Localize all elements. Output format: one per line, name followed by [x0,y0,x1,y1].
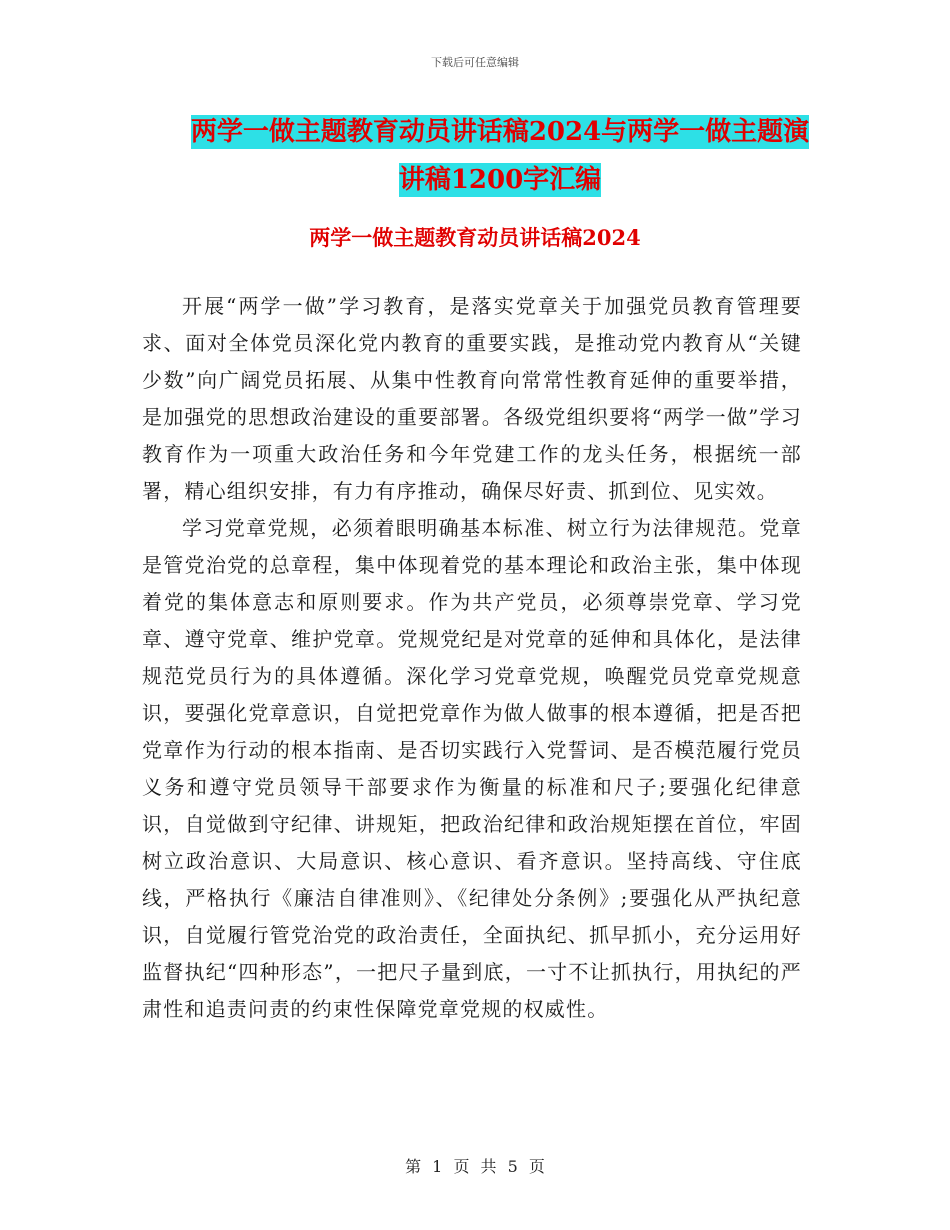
document-title [150,108,850,204]
paragraph-2: 学习党章党规，必须着眼明确基本标准、树立行为法律规范。党章是管党治党的总章程，集中体现着党的基本理论和政治主张，集中体现着党的集体意志和原则要求。作为共产党员，必须尊崇党章、学习党章、遵守党章、维护党章。党规党纪是对党章的延伸和具体化，是法律规范党员行为的具体遵循。深化学习党章党规，唤醒党员党章党规意识，要强化党章意识，自觉把党章作为做人做事的根本遵循，把是否把党章作为行动的根本指南、是否切实践行入党誓词、是否模范履行党员义务和遵守党员领导干部要求作为衡量的标准和尺子;要强化纪律意识，自觉做到守纪律、讲规矩，把政治纪律和政治规矩摆在首位，牢固树立政治意识、大局意识、核心意识、看齐意识。坚持高线、守住底线，严格执行《廉洁自律准则》、《纪律处分条例》;要强化从严执纪意识，自觉履行管党治党的政治责任，全面执纪、抓早抓小，充分运用好监督执纪“四种形态”，一把尺子量到底，一寸不让抓执行，用执纪的严肃性和追责问责的约束性保障党章党规的权威性。 [142,516,802,1021]
paragraph-1: 开展“两学一做”学习教育，是落实党章关于加强党员教育管理要求、面对全体党员深化党内教育的重要实践，是推动党内教育从“关键少数”向广阔党员拓展、从集中性教育向常常性教育延伸的重要举措，是加强党的思想政治建设的重要部署。各级党组织要将“两学一做”学习教育作为一项重大政治任务和今年党建工作的龙头任务，根据统一部署，精心组织安排，有力有序推动，确保尽好责、抓到位、见实效。 [142,294,802,503]
title-line-1: 两学一做主题教育动员讲话稿2024与两学一做主题演 [190,117,810,147]
title-line-2: 讲稿1200字汇编 [398,165,602,195]
section-title: 两学一做主题教育动员讲话稿2024 [309,225,641,250]
body-text [142,288,802,1028]
header-note: 下载后可任意编辑 [431,56,519,69]
page-footer: 第 1 页 共 5 页 [405,1157,545,1176]
